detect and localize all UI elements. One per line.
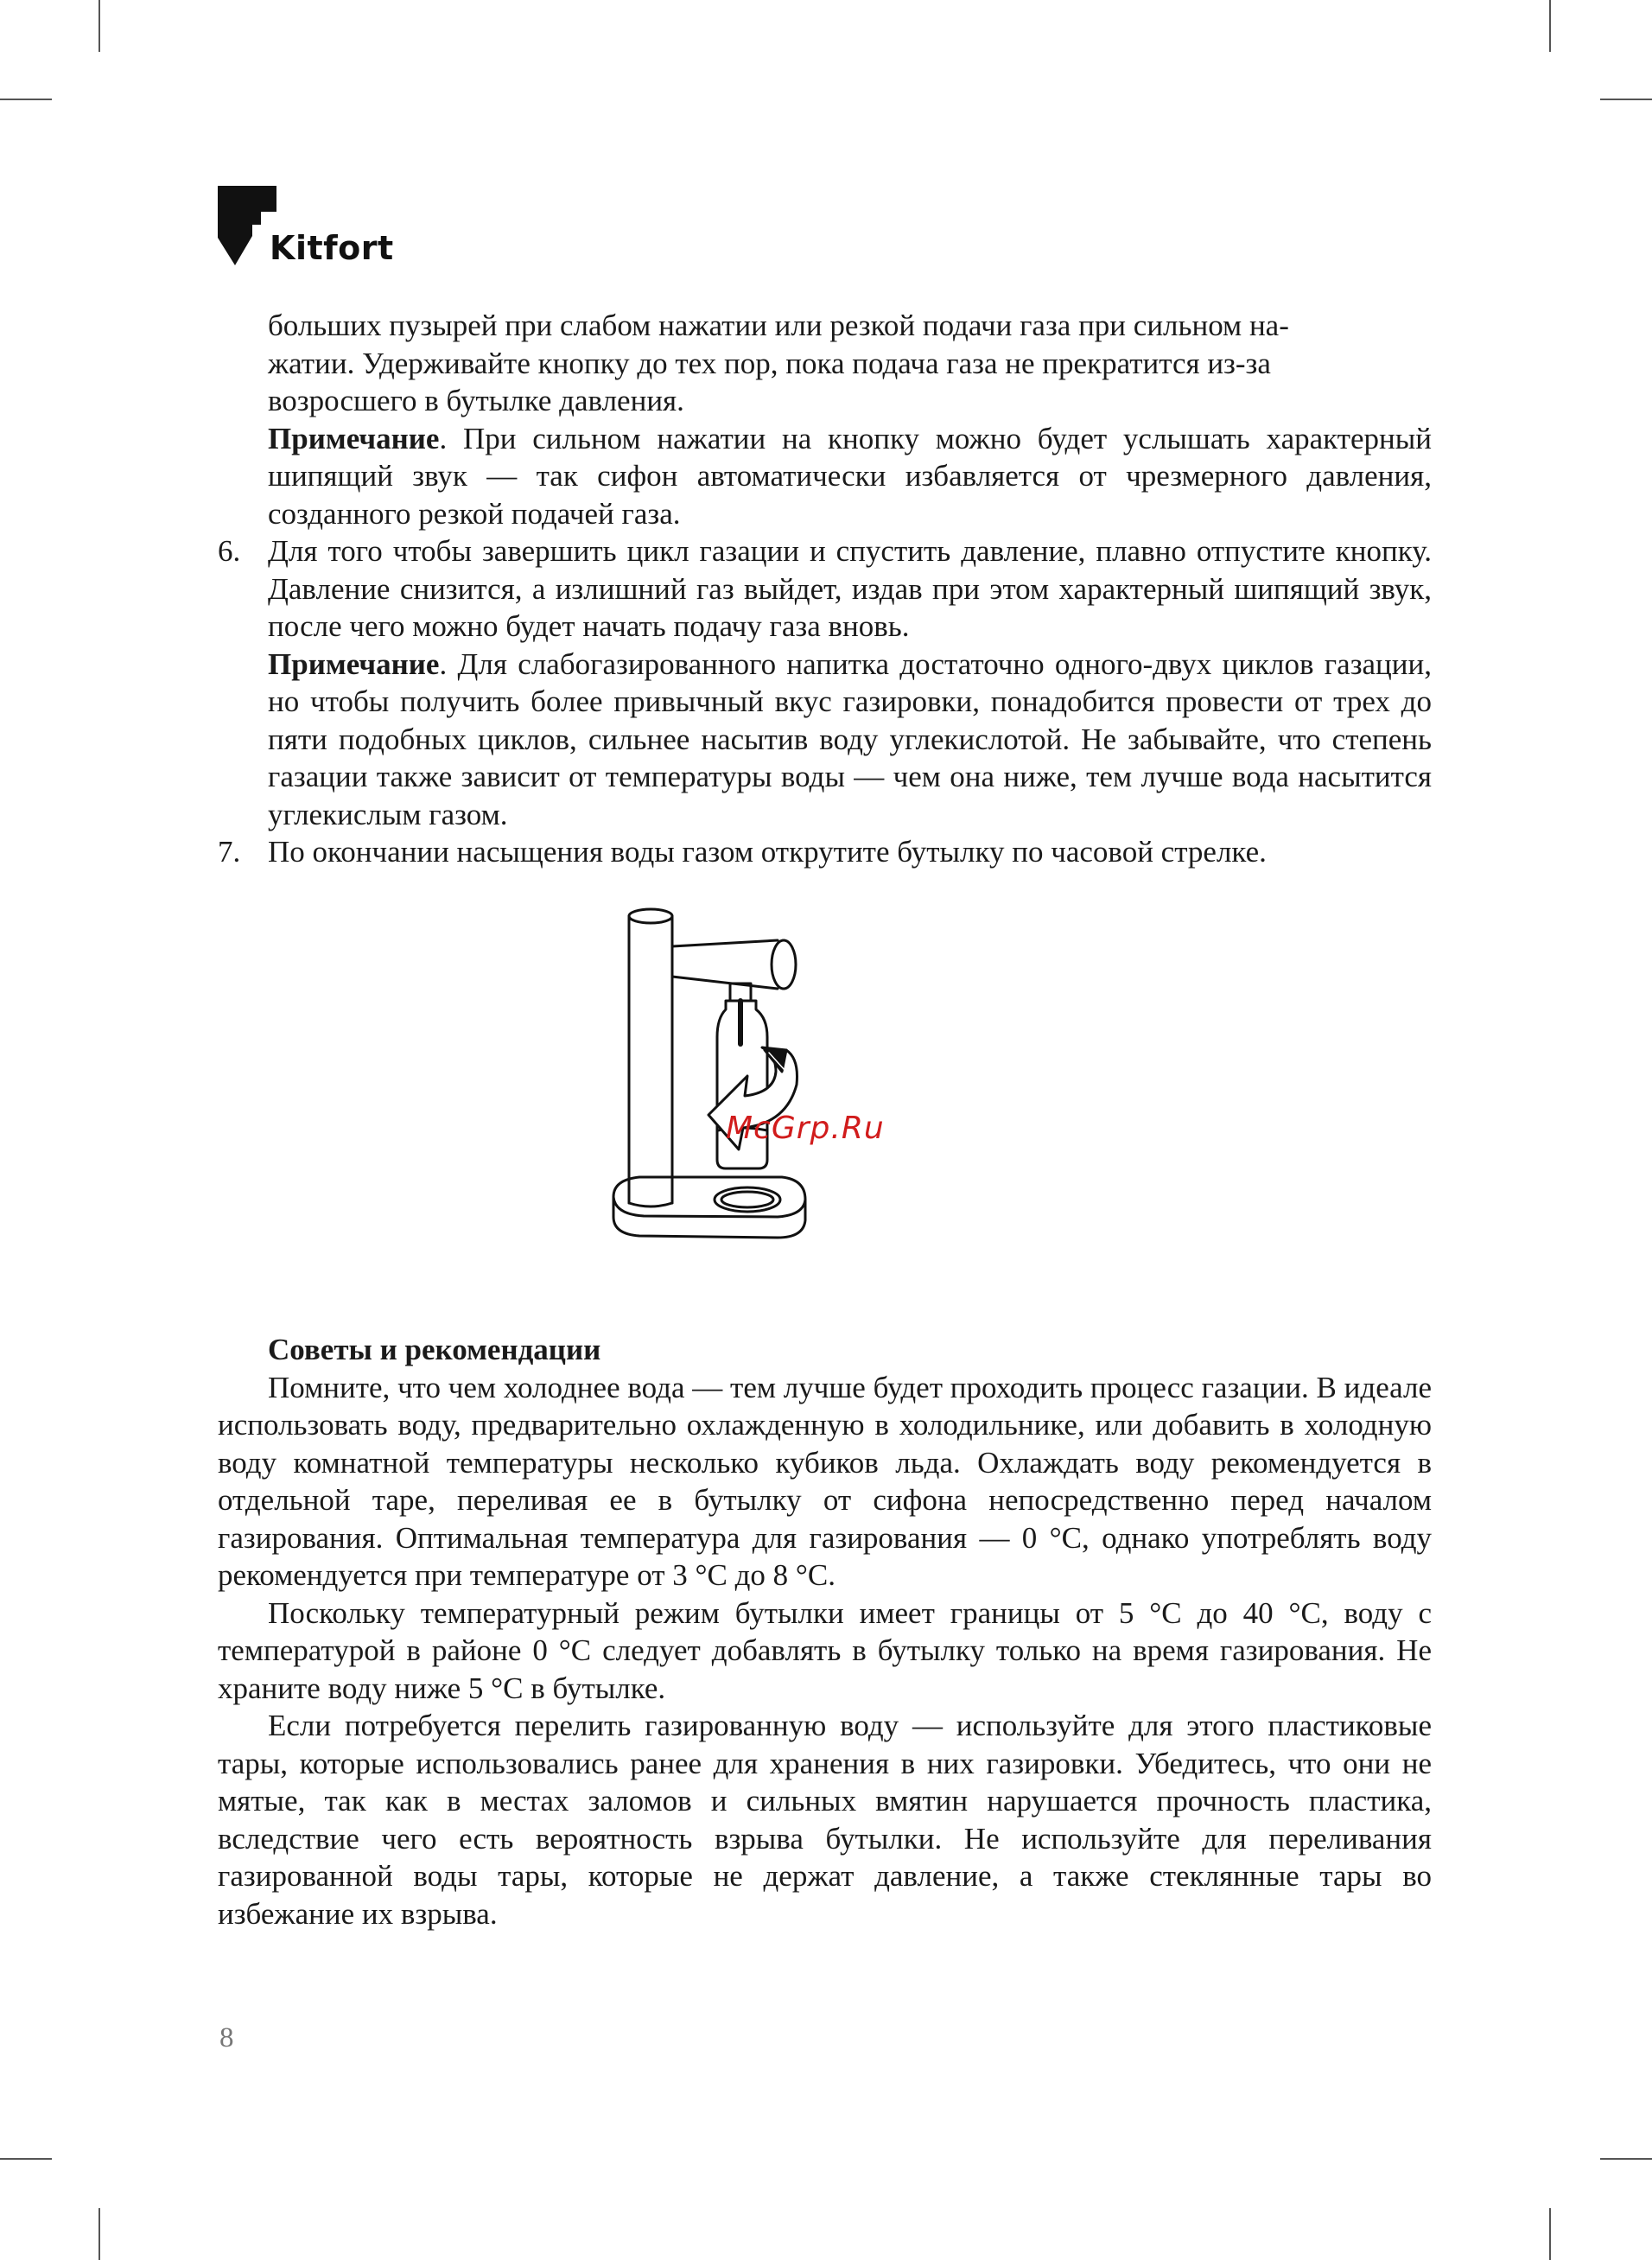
- paragraph: Поскольку температурный режим бутылки имеет границы от 5 °С до 40 °С, воду с температурой в районе 0 °С следует добавлять в бутылку только на время газирования. Не храните воду ниже 5 °С в бутылке.: [218, 1595, 1432, 1705]
- section-heading: Советы и рекомендации: [268, 1333, 601, 1366]
- note-text: . Для слабогазированного напитка достаточно одного-двух циклов газации, но чтобы получить более привычный вкус газировки, понадобится провести от трех до пяти подобных циклов, сильнее насытив воду углекислотой. Не забывайте, что степень газации также зависит от температуры воды — чем она ниже, тем лучше вода насытится углекислым газом.: [268, 646, 1432, 831]
- list-item-number: 6.: [218, 534, 241, 568]
- instructions-continued: [218, 307, 1432, 871]
- crop-mark: [1600, 99, 1652, 100]
- text-line: жатии. Удерживайте кнопку до тех пор, пока подача газа не прекратится из-за: [268, 346, 1271, 380]
- brand-logo: [218, 186, 442, 272]
- crop-mark: [1549, 0, 1551, 52]
- paragraph: Помните, что чем холоднее вода — тем лучше будет проходить процесс газации. В идеале использовать воду, предварительно охлажденную в холодильнике, или добавить в холодную воду комнатной температуры несколько кубиков льда. Охлаждать воду рекомендуется в отдельной таре, переливая ее в бутылку от сифона непосредственно перед началом газирования. Оптимальная температура для газирования — 0 °С, однако употреблять воду рекомендуется при температуре от 3 °С до 8 °С.: [218, 1370, 1432, 1592]
- note-label: Примечание: [268, 646, 440, 681]
- page-number: 8: [219, 2022, 234, 2053]
- crop-mark: [98, 0, 100, 52]
- list-item: [218, 532, 1432, 646]
- crop-mark: [1600, 2158, 1652, 2160]
- crop-mark: [98, 2208, 100, 2260]
- list-item-text: По окончании насыщения воды газом открутите бутылку по часовой стрелке.: [268, 835, 1267, 869]
- text-line: возросшего в бутылке давления.: [268, 384, 684, 417]
- note-paragraph: [218, 646, 1432, 834]
- list-item: [218, 833, 1432, 871]
- list-item-text: Для того чтобы завершить цикл газации и спустить давление, плавно отпустите кнопку. Давление снизится, а излишний газ выйдет, издав при этом характерный шипящий звук, после чего можно будет начать подачу газа вновь.: [268, 534, 1432, 643]
- brand-name: Kitfort: [270, 229, 394, 267]
- watermark: McGrp.Ru: [726, 1111, 885, 1146]
- crop-mark: [0, 2158, 52, 2160]
- list-item-number: 7.: [218, 835, 241, 869]
- soda-siphon-illustration: [605, 899, 812, 1253]
- tips-section: [218, 1331, 1432, 1932]
- note-paragraph: [218, 420, 1432, 533]
- crop-mark: [1549, 2208, 1551, 2260]
- text-line: больших пузырей при слабом нажатии или резкой подачи газа при сильном на-: [268, 309, 1289, 342]
- paragraph: Если потребуется перелить газированную воду — используйте для этого пластиковые тары, которые использовались ранее для хранения в них газировки. Убедитесь, что они не мятые, так как в местах заломов и сильных вмятин нарушается прочность пластика, вследствие чего есть вероятность взрыва бутылки. Не используйте для переливания газированной воды тары, которые не держат давление, а также стеклянные тары во избежание их взрыва.: [218, 1709, 1432, 1931]
- note-label: Примечание: [268, 421, 440, 455]
- note-text: . При сильном нажатии на кнопку можно будет услышать характерный шипящий звук — так сифон автоматически избавляется от чрезмерного давления, созданного резкой подачей газа.: [268, 421, 1432, 531]
- crop-mark: [0, 99, 52, 100]
